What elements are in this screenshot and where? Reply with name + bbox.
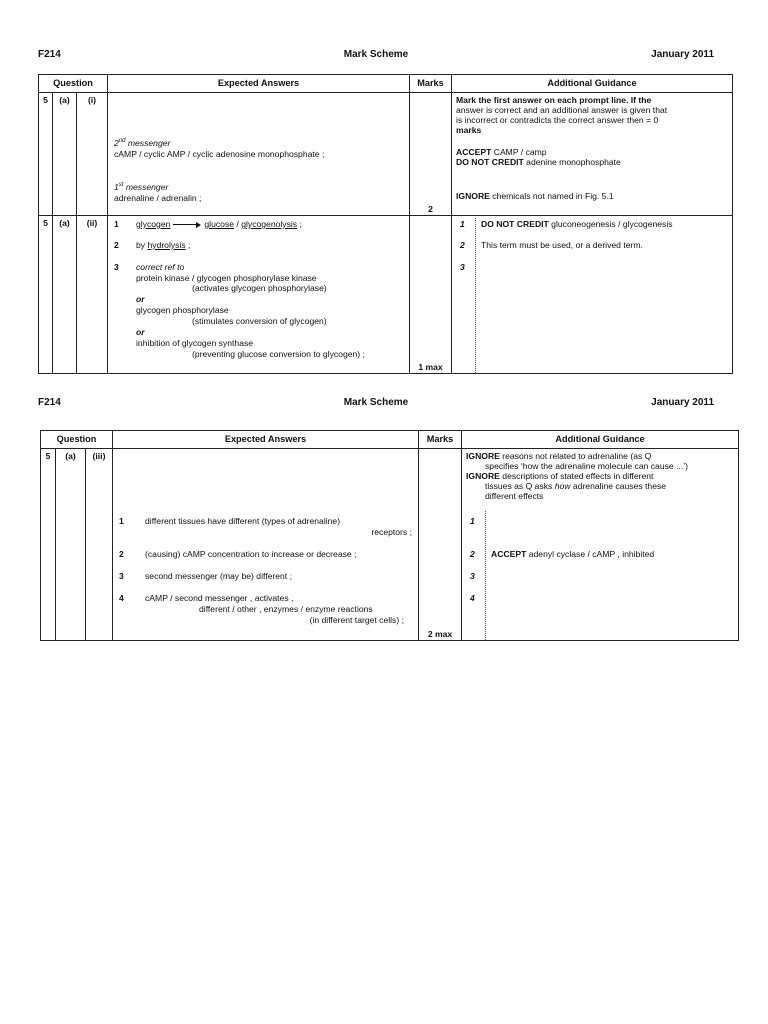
answer-3-text: inhibition of glycogen synthase xyxy=(136,338,254,348)
question-number: 5 xyxy=(41,449,56,641)
column-header-marks: Marks xyxy=(419,431,462,449)
page2-header xyxy=(38,397,714,411)
guidance-cell xyxy=(452,216,733,374)
second-messenger-answer: cAMP / cyclic AMP / cyclic adenosine monophosphate ; xyxy=(114,149,325,159)
dotted-divider xyxy=(485,511,486,640)
answer-3-text: (stimulates conversion of glycogen) xyxy=(192,316,327,326)
column-header-marks: Marks xyxy=(410,75,452,93)
do-not-credit-note: DO NOT CREDIT adenine monophosphate xyxy=(456,157,621,167)
marks-value: 2 xyxy=(428,203,433,214)
ignore-note: IGNORE reasons not related to adrenaline (as Q xyxy=(466,451,652,461)
answer-4: different / other , enzymes / enzyme reactions xyxy=(199,604,373,614)
guidance-number: 4 xyxy=(470,593,475,603)
answer-4: (in different target cells) ; xyxy=(309,615,404,625)
table-header-row xyxy=(41,431,739,449)
column-header-question: Question xyxy=(41,431,113,449)
header-title: Mark Scheme xyxy=(343,49,409,60)
table-row xyxy=(39,93,733,216)
ignore-note: different effects xyxy=(485,491,544,501)
ignore-note: IGNORE chemicals not named in Fig. 5.1 xyxy=(456,191,614,201)
header-date: January 2011 xyxy=(651,49,714,60)
paper-code: F214 xyxy=(38,49,61,60)
answer-3-text: glycogen phosphorylase xyxy=(136,305,229,315)
ignore-note: specifies ‘how the adrenaline molecule can cause ...’) xyxy=(485,461,689,471)
answer-3-label: correct ref to xyxy=(136,262,185,272)
dotted-divider xyxy=(475,218,476,373)
answer-3-text: (activates glycogen phosphorylase) xyxy=(192,283,327,293)
marks-cell xyxy=(419,449,462,641)
answer-number: 3 xyxy=(114,262,119,272)
accept-note: ACCEPT CAMP / camp xyxy=(456,147,547,157)
question-subpart: (ii) xyxy=(77,216,108,374)
ignore-note: tissues as Q asks how adrenaline causes these xyxy=(485,481,667,491)
marks-value: 2 max xyxy=(427,628,453,639)
question-part: (a) xyxy=(53,93,77,216)
column-header-question: Question xyxy=(39,75,108,93)
mark-scheme-table-1 xyxy=(38,74,733,374)
second-messenger-label: 2nd messenger xyxy=(114,138,171,148)
expected-answers-cell xyxy=(108,93,410,216)
answer-2: by hydrolysis ; xyxy=(136,240,191,250)
answer-number: 2 xyxy=(114,240,119,250)
mark-scheme-table-2 xyxy=(40,430,739,641)
answer-number: 3 xyxy=(119,571,124,581)
table-row xyxy=(41,449,739,641)
header-title: Mark Scheme xyxy=(343,397,409,408)
answer-4: cAMP / second messenger , activates , xyxy=(145,593,294,603)
guidance-cell xyxy=(462,449,739,641)
first-messenger-label: 1st messenger xyxy=(114,182,169,192)
answer-number: 1 xyxy=(114,219,119,229)
question-subpart: (iii) xyxy=(86,449,113,641)
question-subpart: (i) xyxy=(77,93,108,216)
first-messenger-answer: adrenaline / adrenalin ; xyxy=(114,193,202,203)
answer-3-or: or xyxy=(136,294,145,304)
question-number: 5 xyxy=(39,93,53,216)
guidance-text: marks xyxy=(456,125,482,135)
guidance-number: 2 xyxy=(460,240,465,250)
guidance-number: 3 xyxy=(470,571,475,581)
ignore-note: IGNORE descriptions of stated effects in different xyxy=(466,471,654,481)
paper-code: F214 xyxy=(38,397,61,408)
table-row xyxy=(39,216,733,374)
do-not-credit-note: DO NOT CREDIT gluconeogenesis / glycogenesis xyxy=(481,219,673,229)
marks-value: 1 max xyxy=(418,361,443,372)
answer-1: different tissues have different (types of adrenaline) xyxy=(145,516,341,526)
guidance-number: 1 xyxy=(470,516,475,526)
answer-1: receptors ; xyxy=(371,527,412,537)
question-part: (a) xyxy=(56,449,86,641)
arrow-icon xyxy=(173,222,201,228)
guidance-number: 3 xyxy=(460,262,465,272)
answer-number: 1 xyxy=(119,516,124,526)
question-number: 5 xyxy=(39,216,53,374)
answer-3: second messenger (may be) different ; xyxy=(145,571,292,581)
answer-3-text: (preventing glucose conversion to glycogen) ; xyxy=(192,349,365,359)
answer-1: glycogen glucose / glycogenolysis ; xyxy=(136,219,302,229)
guidance-text: Mark the first answer on each prompt line. If the xyxy=(456,95,652,105)
guidance-number: 1 xyxy=(460,219,465,229)
table-header-row xyxy=(39,75,733,93)
answer-2: (causing) cAMP concentration to increase or decrease ; xyxy=(145,549,357,559)
guidance-text: is incorrect or contradicts the correct answer then = 0 xyxy=(456,115,659,125)
column-header-guidance: Additional Guidance xyxy=(452,75,733,93)
header-date: January 2011 xyxy=(651,397,714,408)
guidance-text: This term must be used, or a derived term. xyxy=(481,240,643,250)
column-header-expected-answers: Expected Answers xyxy=(113,431,419,449)
answer-3-text: protein kinase / glycogen phosphorylase kinase xyxy=(136,273,317,283)
marks-cell xyxy=(410,216,452,374)
expected-answers-cell xyxy=(108,216,410,374)
marks-cell xyxy=(410,93,452,216)
accept-note: ACCEPT adenyl cyclase / cAMP , inhibited xyxy=(491,549,655,559)
column-header-guidance: Additional Guidance xyxy=(462,431,739,449)
guidance-cell xyxy=(452,93,733,216)
answer-number: 2 xyxy=(119,549,124,559)
guidance-text: answer is correct and an additional answer is given that xyxy=(456,105,668,115)
answer-3-or: or xyxy=(136,327,145,337)
page1-header xyxy=(38,49,714,63)
guidance-number: 2 xyxy=(470,549,475,559)
column-header-expected-answers: Expected Answers xyxy=(108,75,410,93)
question-part: (a) xyxy=(53,216,77,374)
expected-answers-cell xyxy=(113,449,419,641)
answer-number: 4 xyxy=(119,593,124,603)
